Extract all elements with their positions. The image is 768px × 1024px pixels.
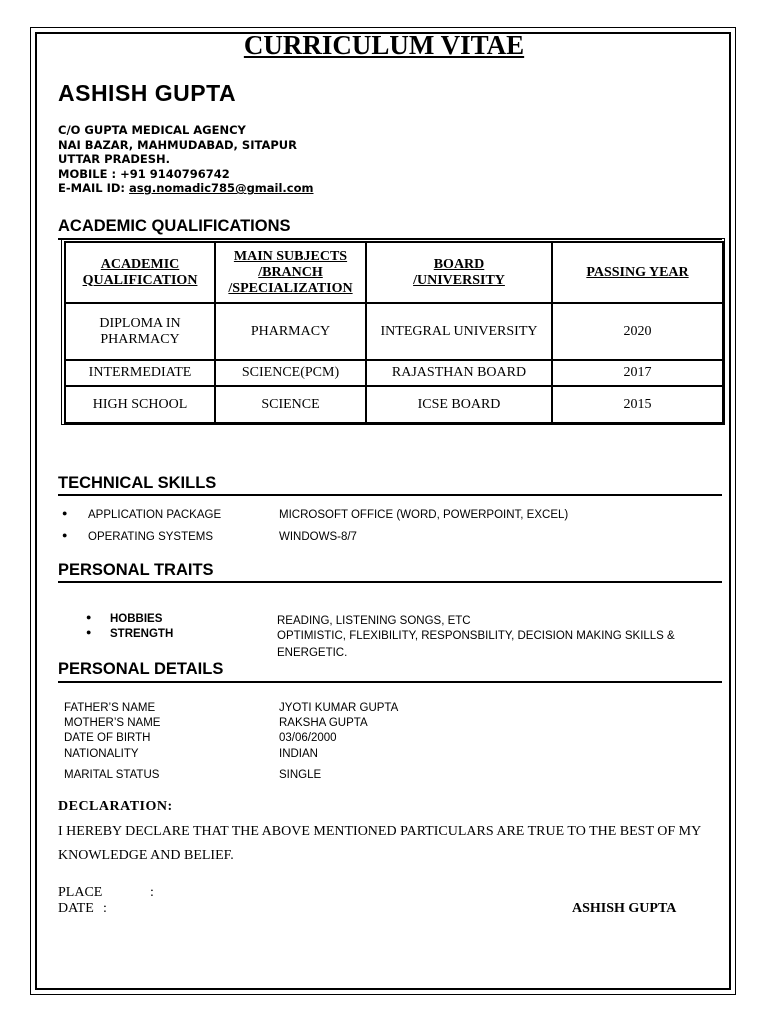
table-row [65, 386, 723, 423]
traits-rule [58, 581, 722, 583]
traits-heading: PERSONAL TRAITS [58, 561, 214, 579]
address-line-3: UTTAR PRADESH. [58, 152, 171, 166]
trait-value: OPTIMISTIC, FLEXIBILITY, RESPONSBILITY, DECISION MAKING SKILLS & ENERGETIC. [277, 630, 675, 659]
mobile-line [58, 167, 230, 182]
academic-table [64, 241, 724, 424]
table-cell: DIPLOMA IN PHARMACY [65, 303, 215, 360]
detail-value: SINGLE [279, 769, 322, 781]
detail-label: MARITAL STATUS [64, 769, 160, 781]
detail-value: JYOTI KUMAR GUPTA [279, 702, 399, 714]
declaration-heading: DECLARATION: [58, 799, 173, 814]
col-header-board [366, 242, 552, 303]
candidate-name: ASHISH GUPTA [58, 80, 237, 106]
signature-name: ASHISH GUPTA [572, 901, 677, 916]
detail-value: RAKSHA GUPTA [279, 717, 368, 729]
mobile-value: +91 9140796742 [120, 167, 230, 181]
date-separator: : [103, 901, 107, 916]
place-label: PLACE [58, 885, 103, 900]
table-cell: RAJASTHAN BOARD [366, 360, 552, 386]
col-header-line: /SPECIALIZATION [228, 280, 353, 296]
table-cell: PHARMACY [215, 303, 366, 360]
bullet-icon: ● [86, 612, 92, 622]
bullet-icon: ● [86, 627, 92, 637]
table-row [65, 360, 723, 386]
table-row [65, 303, 723, 360]
detail-label: MOTHER’S NAME [64, 717, 161, 729]
col-header-line: MAIN SUBJECTS [233, 248, 348, 264]
table-cell: INTERMEDIATE [65, 360, 215, 386]
detail-value: INDIAN [279, 748, 318, 760]
email-link[interactable]: asg.nomadic785@gmail.com [129, 181, 314, 195]
bullet-icon: ● [62, 530, 68, 540]
declaration-text: I HEREBY DECLARE THAT THE ABOVE MENTIONED PARTICULARS ARE TRUE TO THE BEST OF MY KNOWLEDGE AND BELIEF. [58, 824, 701, 863]
table-cell: 2017 [552, 360, 723, 386]
skill-label: APPLICATION PACKAGE [88, 509, 222, 521]
skill-value: WINDOWS-8/7 [279, 531, 357, 543]
col-header-line: /UNIVERSITY [413, 272, 505, 288]
document-title: CURRICULUM VITAE [243, 30, 525, 60]
skill-label: OPERATING SYSTEMS [88, 531, 214, 543]
trait-value: READING, LISTENING SONGS, ETC [277, 615, 471, 627]
personal-heading: PERSONAL DETAILS [58, 660, 224, 678]
technical-rule [58, 494, 722, 496]
col-header-year [552, 242, 723, 303]
bullet-icon: ● [62, 508, 68, 518]
detail-label: NATIONALITY [64, 748, 139, 760]
table-cell: 2020 [552, 303, 723, 360]
table-cell: HIGH SCHOOL [65, 386, 215, 423]
table-cell: SCIENCE [215, 386, 366, 423]
table-cell: ICSE BOARD [366, 386, 552, 423]
col-header-line: /BRANCH [258, 264, 323, 280]
col-header-line: BOARD [433, 256, 485, 272]
col-header-line: PASSING YEAR [586, 264, 689, 280]
place-separator: : [150, 885, 154, 900]
col-header-line: ACADEMIC [100, 256, 180, 272]
col-header-qualification [65, 242, 215, 303]
col-header-line: QUALIFICATION [82, 272, 198, 288]
detail-value: 03/06/2000 [279, 732, 337, 744]
table-cell: INTEGRAL UNIVERSITY [366, 303, 552, 360]
email-label: E-MAIL ID: [58, 181, 126, 195]
trait-label: STRENGTH [110, 628, 174, 640]
date-label: DATE [58, 901, 94, 916]
mobile-label: MOBILE : [58, 167, 117, 181]
detail-label: DATE OF BIRTH [64, 732, 151, 744]
email-line [58, 181, 314, 196]
table-cell: 2015 [552, 386, 723, 423]
col-header-subjects [215, 242, 366, 303]
academic-heading: ACADEMIC QUALIFICATIONS [58, 217, 291, 235]
trait-label: HOBBIES [110, 613, 163, 625]
technical-heading: TECHNICAL SKILLS [58, 474, 217, 492]
detail-label: FATHER’S NAME [64, 702, 156, 714]
personal-rule [58, 681, 722, 683]
address-line-2: NAI BAZAR, MAHMUDABAD, SITAPUR [58, 138, 297, 152]
table-cell: SCIENCE(PCM) [215, 360, 366, 386]
address-line-1: C/O GUPTA MEDICAL AGENCY [58, 123, 246, 137]
academic-table-header-row [65, 242, 723, 303]
skill-value: MICROSOFT OFFICE (WORD, POWERPOINT, EXCEL) [279, 509, 569, 521]
